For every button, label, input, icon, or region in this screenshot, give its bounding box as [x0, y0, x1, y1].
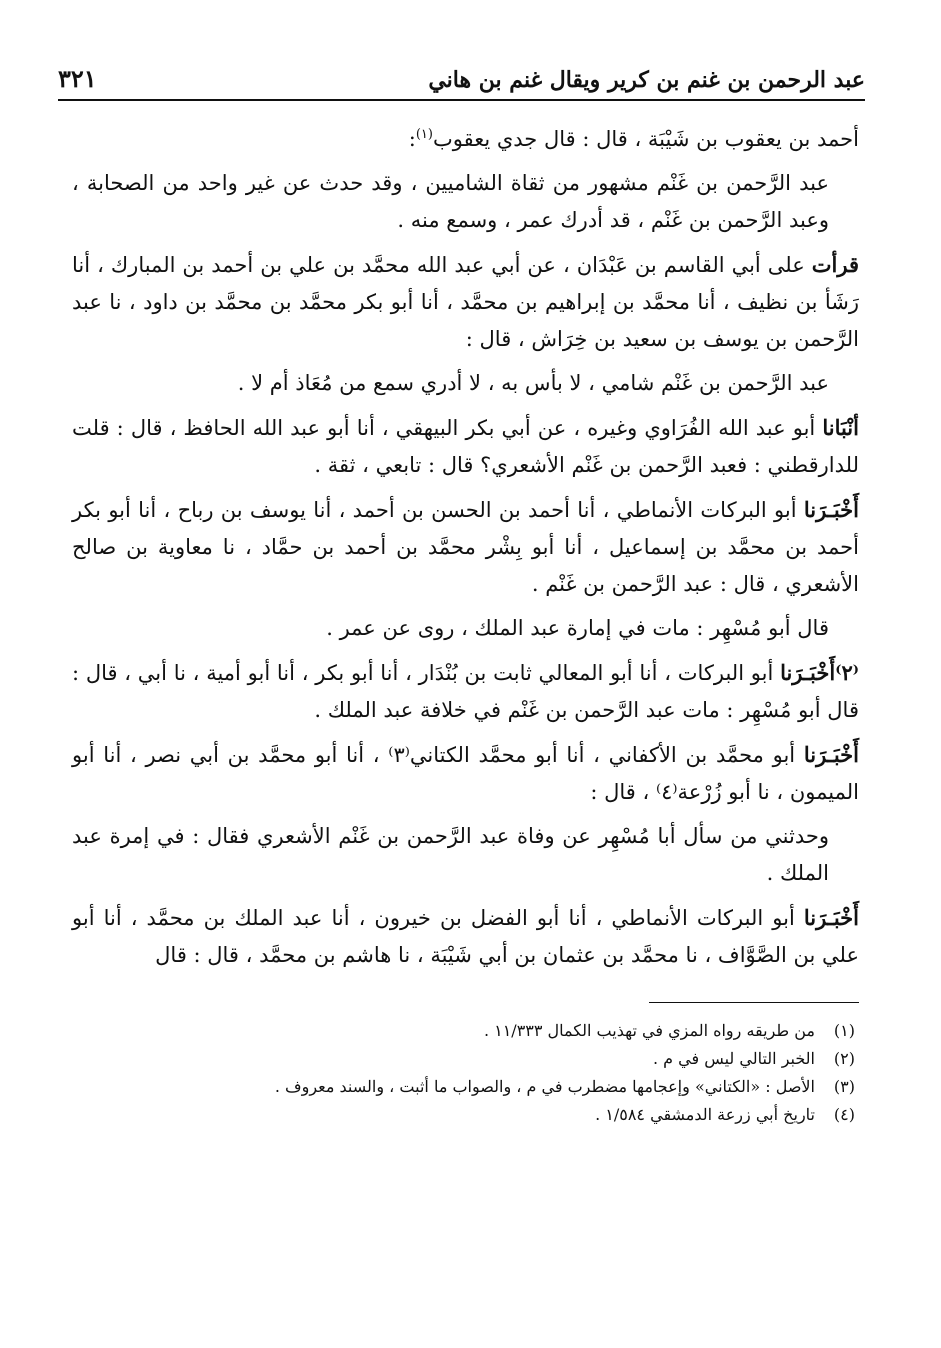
paragraph [72, 736, 859, 811]
paragraph-tail: : [408, 127, 416, 151]
main-text [72, 121, 859, 974]
paragraph-text: أبو محمَّد بن الأكفاني ، أنا أبو محمَّد الكتاني⁽٣⁾ ، أنا أبو محمَّد بن أبي نصر ، أنا أبو الميمون ، نا أبو زُرْعة⁽٤⁾ ، قال : [72, 743, 859, 804]
paragraph-lead-word: أَخْبَـرَنا [803, 742, 859, 767]
paragraph-text: قال أبو مُسْهِر : مات في إمارة عبد الملك ، روى عن عمر . [326, 616, 829, 640]
footnote-number: (٤) [833, 1105, 855, 1124]
paragraph [72, 899, 859, 974]
paragraph-lead-word: قرأت [811, 252, 859, 277]
paragraph-lead-word: ⁽٢⁾أَخْبَـرَنا [780, 660, 859, 685]
paragraph [72, 365, 859, 402]
footnote-number: (٢) [833, 1049, 855, 1068]
paragraph [72, 610, 859, 647]
paragraph-lead-word: أَخْبَـرَنا [803, 905, 859, 930]
paragraph-lead-word: أَخْبَـرَنا [803, 497, 859, 522]
paragraph-text: عبد الرَّحمن بن غَنْم شامي ، لا بأس به ، لا أدري سمع من مُعَاذ أم لا . [237, 371, 829, 395]
paragraph [72, 818, 859, 892]
paragraph [72, 121, 859, 158]
paragraph-lead-word: أنْبَانا [822, 415, 859, 440]
footnote-number: (١) [833, 1021, 855, 1040]
footnote-text: الخبر التالي ليس في م . [652, 1049, 815, 1068]
footnote-text: الأصل : «الكتاني» وإعجامها مضطرب في م ، والصواب ما أثبت ، والسند معروف . [274, 1077, 815, 1096]
paragraph-text: عبد الرَّحمن بن غَنْم مشهور من ثقاة الشاميين ، وقد حدث عن غير واحد من الصحابة ، وعبد الرَّحمن بن غَنْم ، قد أدرك عمر ، وسمع منه . [72, 171, 829, 232]
header-title: عبد الرحمن بن غنم بن كرير ويقال غنم بن هاني [428, 67, 865, 93]
footnote [72, 1101, 855, 1129]
footnote [72, 1045, 855, 1073]
footnotes [72, 1017, 859, 1129]
paragraph [72, 165, 859, 239]
paragraph-text: أبو البركات الأنماطي ، أنا أحمد بن الحسن بن أحمد ، أنا يوسف بن رباح ، أنا أبو بكر أحمد بن محمَّد بن إسماعيل ، أنا أبو بِشْر محمَّد بن أحمد بن حمَّاد ، نا معاوية بن صالح الأشعري ، قال : عبد الرَّحمن بن غَنْم . [72, 498, 859, 596]
paragraph [72, 654, 859, 729]
paragraph-text: أبو البركات الأنماطي ، أنا أبو الفضل بن خيرون ، أنا عبد الملك بن محمَّد ، أنا أبو علي بن الصَّوَّاف ، نا محمَّد بن عثمان بن أبي شَيْبَة ، نا هاشم بن محمَّد ، قال : قال [72, 906, 859, 967]
footnote-text: من طريقه رواه المزي في تهذيب الكمال ١١/٣٣٣ . [483, 1021, 815, 1040]
paragraph [72, 491, 859, 603]
paragraph [72, 409, 859, 484]
footnote [72, 1073, 855, 1101]
paragraph-text: على أبي القاسم بن عَبْدَان ، عن أبي عبد الله محمَّد بن علي بن أحمد بن المبارك ، أنا رَشَأ بن نظيف ، أنا محمَّد بن إبراهيم بن محمَّد ، أنا أبو بكر محمَّد بن محمَّد بن داود ، نا عبد الرَّحمن بن يوسف بن سعيد بن خِرَاش ، قال : [72, 253, 859, 351]
footnote [72, 1017, 855, 1045]
paragraph-text: أحمد بن يعقوب بن شَيْبَة ، قال : قال جدي يعقوب [432, 127, 859, 151]
paragraph-text: أبو البركات ، أنا أبو المعالي ثابت بن بُنْدَار ، أنا أبو بكر ، أنا أبو أمية ، نا أبي ، قال : قال أبو مُسْهِر : مات عبد الرَّحمن بن غَنْم في خلافة عبد الملك . [72, 661, 859, 722]
paragraph-text: وحدثني من سأل أبا مُسْهِر عن وفاة عبد الرَّحمن بن غَنْم الأشعري فقال : في إمرة عبد الملك . [72, 824, 829, 885]
footnote-text: تاريخ أبي زرعة الدمشقي ١/٥٨٤ . [595, 1105, 815, 1124]
paragraph [72, 246, 859, 358]
running-header [58, 64, 865, 101]
footnote-number: (٣) [833, 1077, 855, 1096]
footnote-divider [649, 1002, 859, 1003]
page-number: ٣٢١ [58, 64, 97, 93]
paragraph-text: أبو عبد الله الفُرَاوي وغيره ، عن أبي بكر البيهقي ، أنا أبو عبد الله الحافظ ، قال : قلت للدارقطني : فعبد الرَّحمن بن غَنْم الأشعري؟ قال : تابعي ، ثقة . [72, 416, 859, 477]
footnote-marker: (١) [415, 127, 433, 142]
